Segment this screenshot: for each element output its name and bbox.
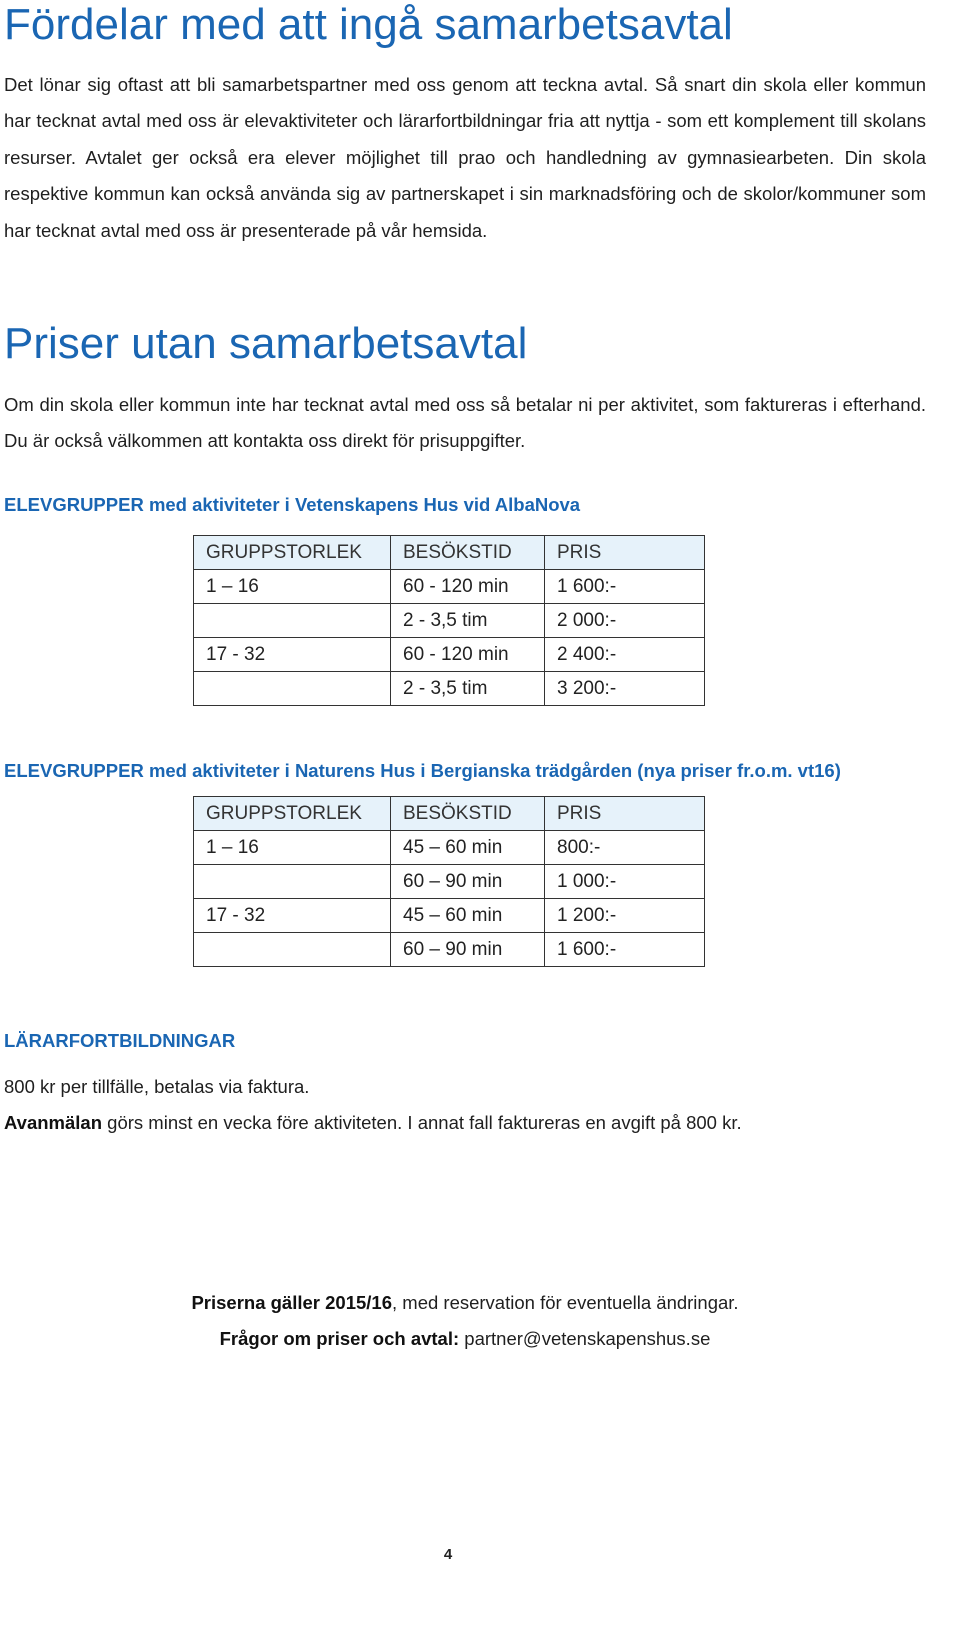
table-cell [194,933,391,967]
table-cell: 45 – 60 min [391,899,545,933]
table-cell: 60 – 90 min [391,865,545,899]
table-cell: 1 200:- [545,899,705,933]
table-cell: 3 200:- [545,672,705,706]
column-header: BESÖKSTID [391,536,545,570]
table-cell: 1 600:- [545,933,705,967]
table-cell [194,672,391,706]
table-row [194,933,705,967]
table-row [194,672,705,706]
cancellation-text: görs minst en vecka före aktiviteten. I annat fall faktureras en avgift på 800 kr. [102,1112,742,1133]
naturens-heading: ELEVGRUPPER med aktiviteter i Naturens Hus i Bergianska trädgården (nya priser fr.o.m. vt16) [4,760,841,781]
intro-paragraph: Det lönar sig oftast att bli samarbetspartner med oss genom att teckna avtal. Så snart din skola eller kommun har tecknat avtal med oss är elevaktiviteter och lärarfortbildningar fria att nyttja - som ett komplement till skolans resurser. Avtalet ger också era elever möjlighet till prao och handledning av gymnasiearbeten. Din skola respektive kommun kan också använda sig av partnerskapet i sin marknadsföring och de skolor/kommuner som har tecknat avtal med oss är presenterade på vår hemsida. [4,74,926,241]
table-row [194,604,705,638]
prices-paragraph: Om din skola eller kommun inte har tecknat avtal med oss så betalar ni per aktivitet, som faktureras i efterhand. Du är också välkommen att kontakta oss direkt för prisuppgifter. [4,394,926,452]
table-cell [194,604,391,638]
table-header-row [194,797,705,831]
cancellation-label: Avanmälan [4,1112,103,1133]
table-cell: 60 - 120 min [391,638,545,672]
table-cell: 17 - 32 [194,638,391,672]
table-cell: 45 – 60 min [391,831,545,865]
column-header: GRUPPSTORLEK [194,536,391,570]
heading-samarbetsavtal: Fördelar med att ingå samarbetsavtal [4,0,733,49]
contact-note [0,1327,930,1351]
table-cell: 60 – 90 min [391,933,545,967]
table-cell: 1 – 16 [194,831,391,865]
table-cell: 2 - 3,5 tim [391,604,545,638]
contact-email: partner@vetenskapenshus.se [459,1328,711,1349]
cancellation-line [4,1111,742,1135]
table-row [194,638,705,672]
table-cell: 1 000:- [545,865,705,899]
table-cell: 1 – 16 [194,570,391,604]
table-row [194,865,705,899]
column-header: PRIS [545,797,705,831]
column-header: BESÖKSTID [391,797,545,831]
teachers-heading: LÄRARFORTBILDNINGAR [4,1030,236,1051]
table-row [194,831,705,865]
table-header-row [194,536,705,570]
column-header: GRUPPSTORLEK [194,797,391,831]
table-cell: 800:- [545,831,705,865]
table-cell: 2 000:- [545,604,705,638]
table-cell: 1 600:- [545,570,705,604]
albanova-price-table [193,535,705,706]
albanova-heading: ELEVGRUPPER med aktiviteter i Vetenskapens Hus vid AlbaNova [4,494,581,515]
page-number: 4 [443,1546,453,1563]
validity-label: Priserna gäller 2015/16 [191,1292,392,1313]
validity-text: , med reservation för eventuella ändringar. [392,1292,739,1313]
contact-label: Frågor om priser och avtal: [219,1328,460,1349]
table-cell: 2 - 3,5 tim [391,672,545,706]
table-cell: 2 400:- [545,638,705,672]
teachers-price-line: 800 kr per tillfälle, betalas via faktura. [4,1076,310,1097]
table-cell: 60 - 120 min [391,570,545,604]
naturens-price-table [193,796,705,967]
table-cell: 17 - 32 [194,899,391,933]
column-header: PRIS [545,536,705,570]
table-row [194,570,705,604]
validity-note [0,1291,930,1315]
table-cell [194,865,391,899]
heading-priser: Priser utan samarbetsavtal [4,319,528,368]
table-row [194,899,705,933]
